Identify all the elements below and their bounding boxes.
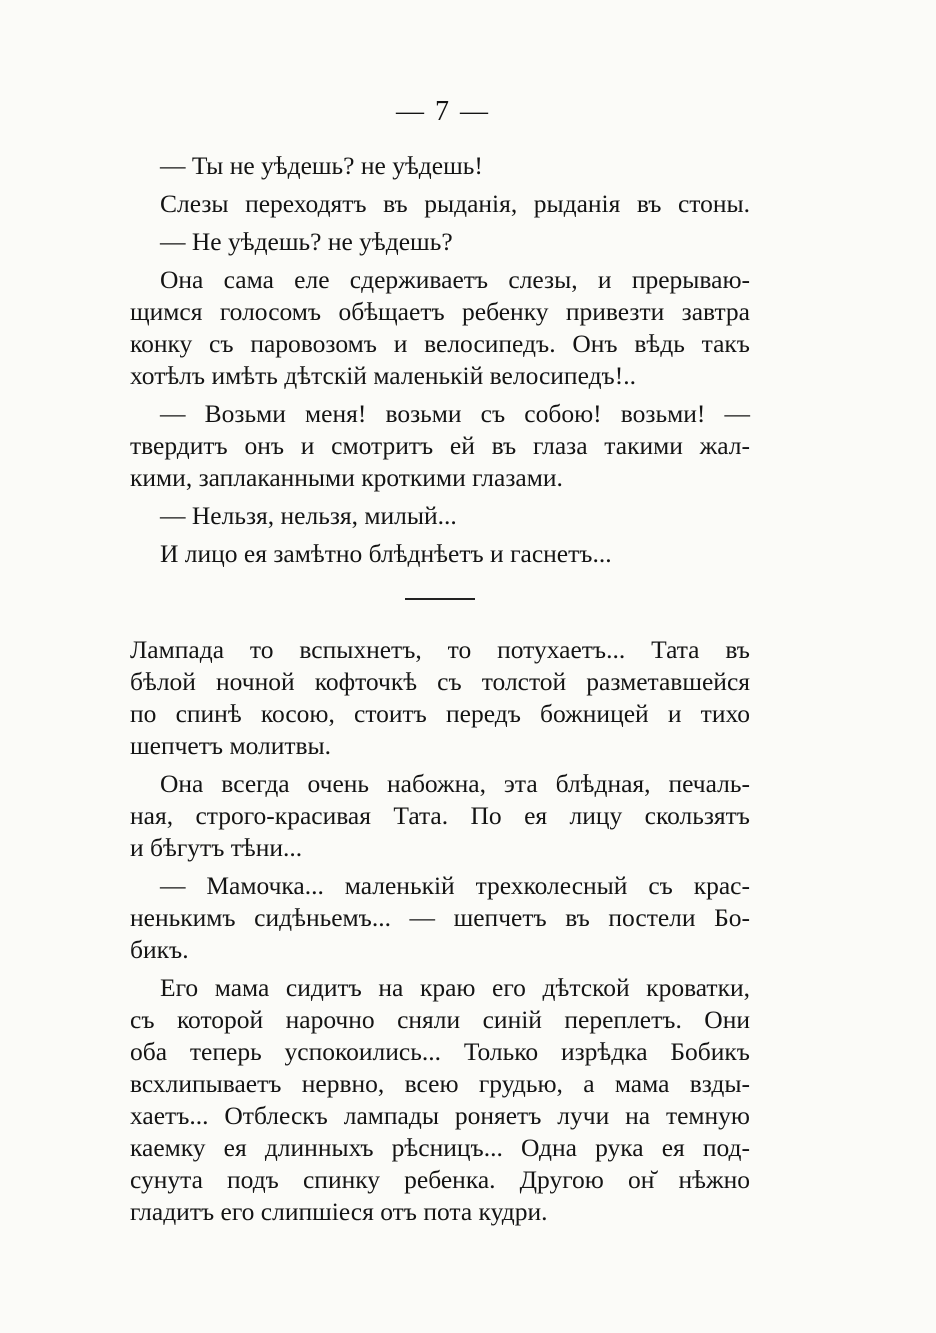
text-line: шепчетъ молитвы.	[130, 731, 332, 760]
text-line: — Возьми меня! возьми съ собою! возьми! —	[160, 399, 750, 428]
text-line: хаетъ... Отблескъ лампады роняетъ лучи на темную	[130, 1101, 750, 1130]
text-line: ненькимъ сидѣньемъ... — шепчетъ въ постели Бо-	[130, 903, 750, 932]
text-line: и бѣгутъ тѣни...	[130, 833, 303, 862]
text-line: — Мамочка... маленькій трехколесный съ крас-	[160, 871, 750, 900]
text-line: по спинѣ косою, стоитъ передъ божницей и тихо	[130, 699, 750, 728]
text-line: хотѣлъ имѣть дѣтскій маленькій велосипедъ!..	[130, 361, 636, 390]
text-line: Она сама еле сдерживаетъ слезы, и прерываю-	[160, 265, 750, 294]
text-line: гладитъ его слипшіеся отъ пота кудри.	[130, 1197, 548, 1226]
text-line: — Не уѣдешь? не уѣдешь?	[160, 227, 453, 256]
page-number: — 7 —	[396, 96, 490, 127]
text-line: твердитъ онъ и смотритъ ей въ глаза такими жал-	[130, 431, 750, 460]
text-line: оба теперь успокоились... Только изрѣдка Бобикъ	[130, 1037, 750, 1066]
text-line: — Ты не уѣдешь? не уѣдешь!	[160, 151, 483, 180]
text-line: съ которой нарочно сняли синій переплетъ. Они	[130, 1005, 750, 1034]
section-divider	[405, 598, 475, 600]
text-line: бѣлой ночной кофточкѣ съ толстой разметавшейся	[130, 667, 750, 696]
text-line: ная, строго-красивая Тата. По ея лицу скользятъ	[130, 801, 750, 830]
text-section-1	[130, 150, 750, 570]
text-line: кими, заплаканными кроткими глазами.	[130, 463, 563, 492]
text-line: бикъ.	[130, 935, 189, 964]
text-line: конку съ паровозомъ и велосипедъ. Онъ вѣдь такъ	[130, 329, 750, 358]
text-line: И лицо ея замѣтно блѣднѣетъ и гаснетъ...	[160, 539, 612, 568]
text-line: щимся голосомъ обѣщаетъ ребенку привезти завтра	[130, 297, 750, 326]
text-line: всхлипываетъ нервно, всею грудью, а мама взды-	[130, 1069, 750, 1098]
text-line: Его мама сидитъ на краю его дѣтской кроватки,	[160, 973, 750, 1002]
text-section-2	[130, 634, 750, 1228]
text-line: Она всегда очень набожна, эта блѣдная, печаль-	[160, 769, 750, 798]
text-line: сунута подъ спинку ребенка. Другою он̆ нѣжно	[130, 1165, 750, 1194]
text-line: каемку ея длинныхъ рѣсницъ... Одна рука ея под-	[130, 1133, 750, 1162]
text-line: Лампада то вспыхнетъ, то потухаетъ... Тата въ	[130, 635, 750, 664]
text-line: — Нельзя, нельзя, милый...	[160, 501, 457, 530]
text-line: Слезы переходятъ въ рыданія, рыданія въ стоны.	[160, 189, 750, 218]
